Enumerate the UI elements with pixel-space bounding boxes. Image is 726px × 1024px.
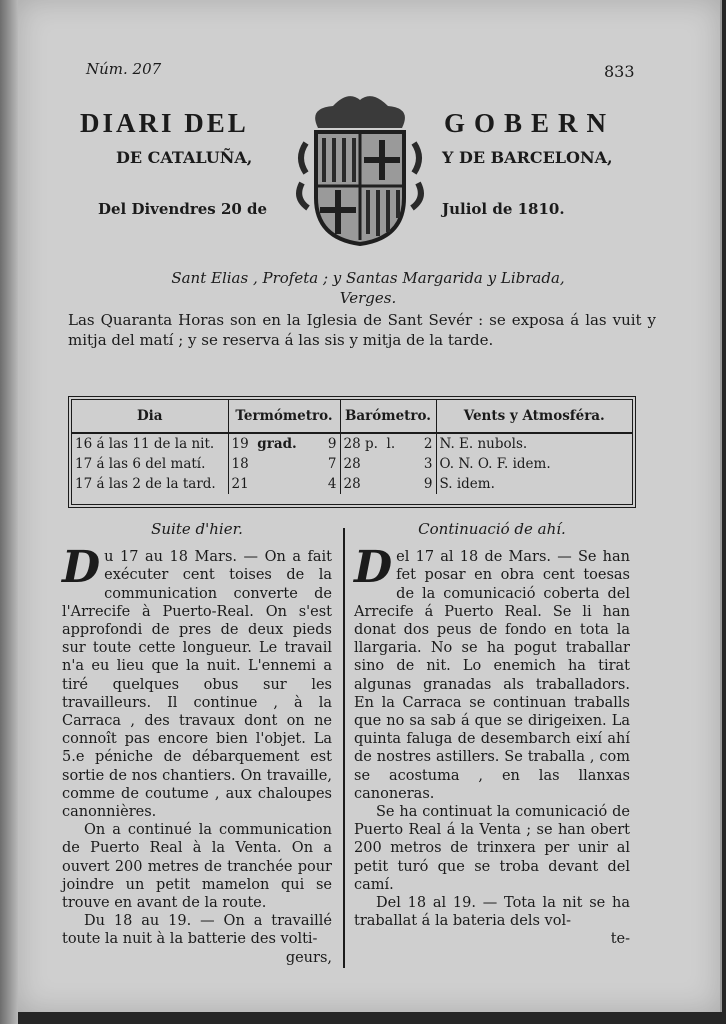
masthead-title-right: GOBERN <box>444 108 616 138</box>
coat-of-arms-icon <box>288 88 432 248</box>
french-heading: Suite d'hier. <box>151 520 243 538</box>
column-divider <box>343 528 345 968</box>
french-column <box>62 520 332 967</box>
saints-of-the-day <box>68 268 668 308</box>
header-barometer: Barómetro. <box>340 400 436 433</box>
date-left: Del Divendres 20 de <box>98 200 268 218</box>
table-row <box>72 474 632 494</box>
cell-day: 17 á las 6 del matí. <box>72 454 228 474</box>
drop-cap: D <box>62 542 101 594</box>
french-continuation: geurs, <box>285 949 332 966</box>
french-paragraph-3: Du 18 au 19. — On a travaillé toute la nuit à la batterie des volti- <box>62 913 332 948</box>
cell-thermometer: 18 7 <box>228 454 340 474</box>
page-number: 833 <box>604 62 635 81</box>
header-day: Dia <box>72 400 228 433</box>
issue-number: Núm. 207 <box>86 60 162 78</box>
cell-winds: S. idem. <box>439 476 495 492</box>
catalan-paragraph-3: Del 18 al 19. — Tota la nit se ha traballat á la bateria dels vol- <box>354 895 630 930</box>
cell-barometer: 28 p. l. 2 <box>340 433 436 454</box>
cell-thermometer: 19 grad. 9 <box>228 433 340 454</box>
cell-thermometer: 21 4 <box>228 474 340 494</box>
cell-day: 17 á las 2 de la tard. <box>72 474 228 494</box>
catalan-heading: Continuació de ahí. <box>418 520 566 538</box>
facing-page-edge <box>0 0 18 1024</box>
forty-hours-notice <box>68 310 656 350</box>
table-row <box>72 454 632 474</box>
header-thermometer: Termómetro. <box>228 400 340 433</box>
masthead-title-left: DIARI DEL <box>80 108 249 138</box>
cell-winds: O. N. O. F. idem. <box>439 456 551 472</box>
newspaper-page <box>18 0 722 1012</box>
weather-table <box>68 396 636 508</box>
cell-barometer: 28 3 <box>340 454 436 474</box>
notice-text: Las Quaranta Horas son en la Iglesia de Sant Sevér : se exposa á las vuit y mitja del matí ; y se reserva á las sis y mitja de la tarde. <box>68 311 656 349</box>
catalan-paragraph-2: Se ha continuat la comunicació de Puerto Real á la Venta ; se han obert 200 metros de trinxera per unir al petit turó que se troba devant del camí. <box>354 804 630 893</box>
drop-cap: D <box>354 542 393 594</box>
saints-line-2: Verges. <box>339 289 397 307</box>
cell-barometer: 28 9 <box>340 474 436 494</box>
catalan-continuation: te- <box>610 931 630 948</box>
masthead-subtitle-right: Y DE BARCELONA, <box>442 148 613 167</box>
header-winds: Vents y Atmosféra. <box>436 400 632 433</box>
french-paragraph-2: On a continué la communication de Puerto Real à la Venta. On a ouvert 200 metres de tranchée pour joindre un petit mamelon qui se trouve en avant de la route. <box>62 822 332 912</box>
cell-winds: N. E. nubols. <box>439 436 528 452</box>
saints-line-1: Sant Elias , Profeta ; y Santas Margarida y Librada, <box>171 269 565 287</box>
cell-day: 16 á las 11 de la nit. <box>72 433 228 454</box>
table-row <box>72 433 632 454</box>
catalan-column <box>354 520 630 949</box>
catalan-paragraph-1: Del 17 al 18 de Mars. — Se han fet posar en obra cent toesas de la comunicació coberta del Arrecife á Puerto Real. Se li han donat dos peus de fondo en tota la llargaria. No se ha pogut traballar sino de nit. Lo enemich ha tirat algunas granadas als traballadors. En la Carraca se continuan traballs que no sa sab á que se dirigeixen. La quinta faluga de desembarch eixí ahí de nostres astillers. Se traballa , com se acostuma , en las llanxas canoneras. <box>354 542 630 802</box>
french-paragraph-1: Du 17 au 18 Mars. — On a fait exécuter cent toises de la communication converte de l'Arrecife à Puerto-Real. On s'est approfondi de pres de deux pieds sur toute cette longueur. Le travail n'a eu lieu que la nuit. L'ennemi a tiré quelques obus sur les travailleurs. Il continue , à la Carraca , des travaux dont on ne connoît pas encore bien l'objet. La 5.e péniche de débarquement est sortie de nos chantiers. On travaille, comme de coutume , aux chaloupes canonnières. <box>62 542 332 821</box>
masthead-subtitle-left: DE CATALUÑA, <box>116 148 253 167</box>
date-right: Juliol de 1810. <box>442 200 565 218</box>
